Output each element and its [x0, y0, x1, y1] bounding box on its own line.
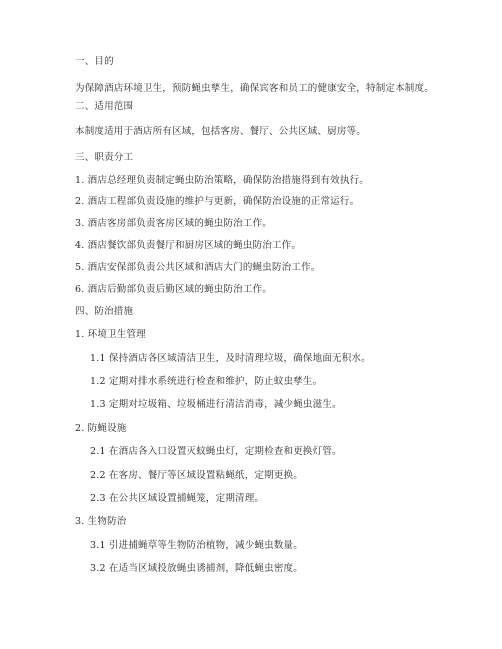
- list-item: 2.2 在客房、餐厅等区域设置粘蝇纸，定期更换。: [90, 470, 303, 481]
- list-item: 4. 酒店餐饮部负责餐厅和厨房区域的蝇虫防治工作。: [75, 240, 302, 251]
- list-item: 2.1 在酒店各入口设置灭蚊蝇虫灯，定期检查和更换灯管。: [90, 446, 342, 457]
- list-item: 5. 酒店安保部负责公共区域和酒店大门的蝇虫防治工作。: [75, 262, 321, 273]
- paragraph-scope: 本制度适用于酒店所有区域，包括客房、餐厅、公共区域、厨房等。: [75, 126, 367, 137]
- list-item: 6. 酒店后勤部负责后勤区域的蝇虫防治工作。: [75, 284, 272, 295]
- subsection-heading: 2. 防蝇设施: [75, 423, 127, 434]
- list-item: 1. 酒店总经理负责制定蝇虫防治策略，确保防治措施得到有效执行。: [75, 175, 369, 186]
- list-item: 1.2 定期对排水系统进行检查和维护，防止蚊虫孳生。: [90, 376, 323, 387]
- section-heading-measures: 四、防治措施: [75, 306, 134, 317]
- list-item: 1.1 保持酒店各区域清洁卫生，及时清理垃圾，确保地面无积水。: [90, 353, 371, 364]
- subsection-heading: 3. 生物防治: [75, 516, 127, 527]
- section-heading-purpose: 一、目的: [75, 56, 114, 67]
- list-item: 2. 酒店工程部负责设施的维护与更新，确保防治设施的正常运行。: [75, 196, 360, 207]
- list-item: 3.1 引进捕蝇草等生物防治植物，减少蝇虫数量。: [90, 540, 303, 551]
- section-heading-responsibilities: 三、职责分工: [75, 152, 134, 163]
- list-item: 2.3 在公共区域设置捕蝇笼，定期清理。: [90, 493, 265, 504]
- section-heading-scope: 二、适用范围: [75, 101, 134, 112]
- list-item: 1.3 定期对垃圾箱、垃圾桶进行清洁消毒，减少蝇虫滋生。: [90, 399, 342, 410]
- paragraph-purpose: 为保障酒店环境卫生，预防蝇虫孳生，确保宾客和员工的健康安全，特制定本制度。: [75, 83, 434, 94]
- list-item: 3.2 在适当区域投放蝇虫诱捕剂，降低蝇虫密度。: [90, 563, 303, 574]
- list-item: 3. 酒店客房部负责客房区域的蝇虫防治工作。: [75, 218, 272, 229]
- subsection-heading: 1. 环境卫生管理: [75, 329, 146, 340]
